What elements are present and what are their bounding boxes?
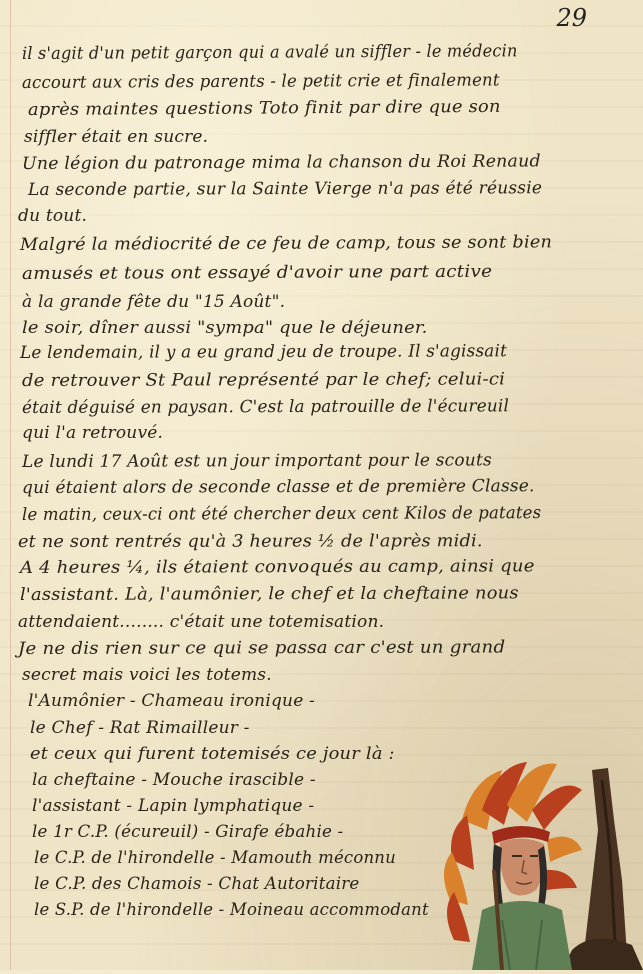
text-line: le 1r C.P. (écureuil) - Girafe ébahie - xyxy=(32,822,344,842)
text-line: Malgré la médiocrité de ce feu de camp, tous se sont bien xyxy=(19,232,553,255)
text-line: du tout. xyxy=(18,206,88,226)
text-line: Je ne dis rien sur ce qui se passa car c'est un grand xyxy=(17,637,506,659)
text-line: qui l'a retrouvé. xyxy=(22,423,164,443)
text-line: secret mais voici les totems. xyxy=(22,665,272,685)
text-line: l'assistant. Là, l'aumônier, le chef et la cheftaine nous xyxy=(19,583,519,605)
text-line: et ceux qui furent totemisés ce jour là : xyxy=(30,744,395,764)
text-line: Le lendemain, il y a eu grand jeu de troupe. Il s'agissait xyxy=(19,341,508,363)
shirt xyxy=(472,901,572,970)
chief-drawing xyxy=(432,760,643,970)
text-line: l'Aumônier - Chameau ironique - xyxy=(28,691,315,711)
text-line: le C.P. des Chamois - Chat Autoritaire xyxy=(34,874,360,894)
text-line: attendaient........ c'était une totemisation. xyxy=(18,612,385,632)
text-line: le Chef - Rat Rimailleur - xyxy=(30,718,250,738)
text-line: il s'agit d'un petit garçon qui a avalé un siffler - le médecin xyxy=(21,41,518,64)
text-line: amusés et tous ont essayé d'avoir une part active xyxy=(21,261,493,284)
text-line: à la grande fête du "15 Août". xyxy=(22,292,286,312)
text-line: après maintes questions Toto finit par dire que son xyxy=(27,96,501,120)
page-number: 29 xyxy=(556,4,587,32)
text-line: et ne sont rentrés qu'à 3 heures ½ de l'après midi. xyxy=(17,531,483,552)
text-line: siffler était en sucre. xyxy=(24,127,209,147)
chief-illustration xyxy=(432,760,643,970)
text-line: le S.P. de l'hirondelle - Moineau accommodant xyxy=(34,900,429,920)
text-line: Le lundi 17 Août est un jour important pour le scouts xyxy=(21,450,492,472)
text-line: La seconde partie, sur la Sainte Vierge n'a pas été réussie xyxy=(27,178,543,200)
text-line: Une légion du patronage mima la chanson du Roi Renaud xyxy=(21,151,541,174)
text-line: l'assistant - Lapin lymphatique - xyxy=(32,796,315,816)
text-line: le C.P. de l'hirondelle - Mamouth méconnu xyxy=(34,848,396,868)
text-line: qui étaient alors de seconde classe et de première Classe. xyxy=(21,476,535,498)
text-line: de retrouver St Paul représenté par le chef; celui-ci xyxy=(21,369,506,391)
text-line: accourt aux cris des parents - le petit crie et finalement xyxy=(21,70,500,93)
text-line: A 4 heures ¼, ils étaient convoqués au camp, ainsi que xyxy=(19,556,535,578)
text-line: le soir, dîner aussi "sympa" que le déjeuner. xyxy=(22,318,428,338)
text-line: le matin, ceux-ci ont été chercher deux cent Kilos de patates xyxy=(21,503,542,525)
text-line: la cheftaine - Mouche irascible - xyxy=(32,770,316,790)
text-line: était déguisé en paysan. C'est la patrouille de l'écureuil xyxy=(21,396,510,418)
